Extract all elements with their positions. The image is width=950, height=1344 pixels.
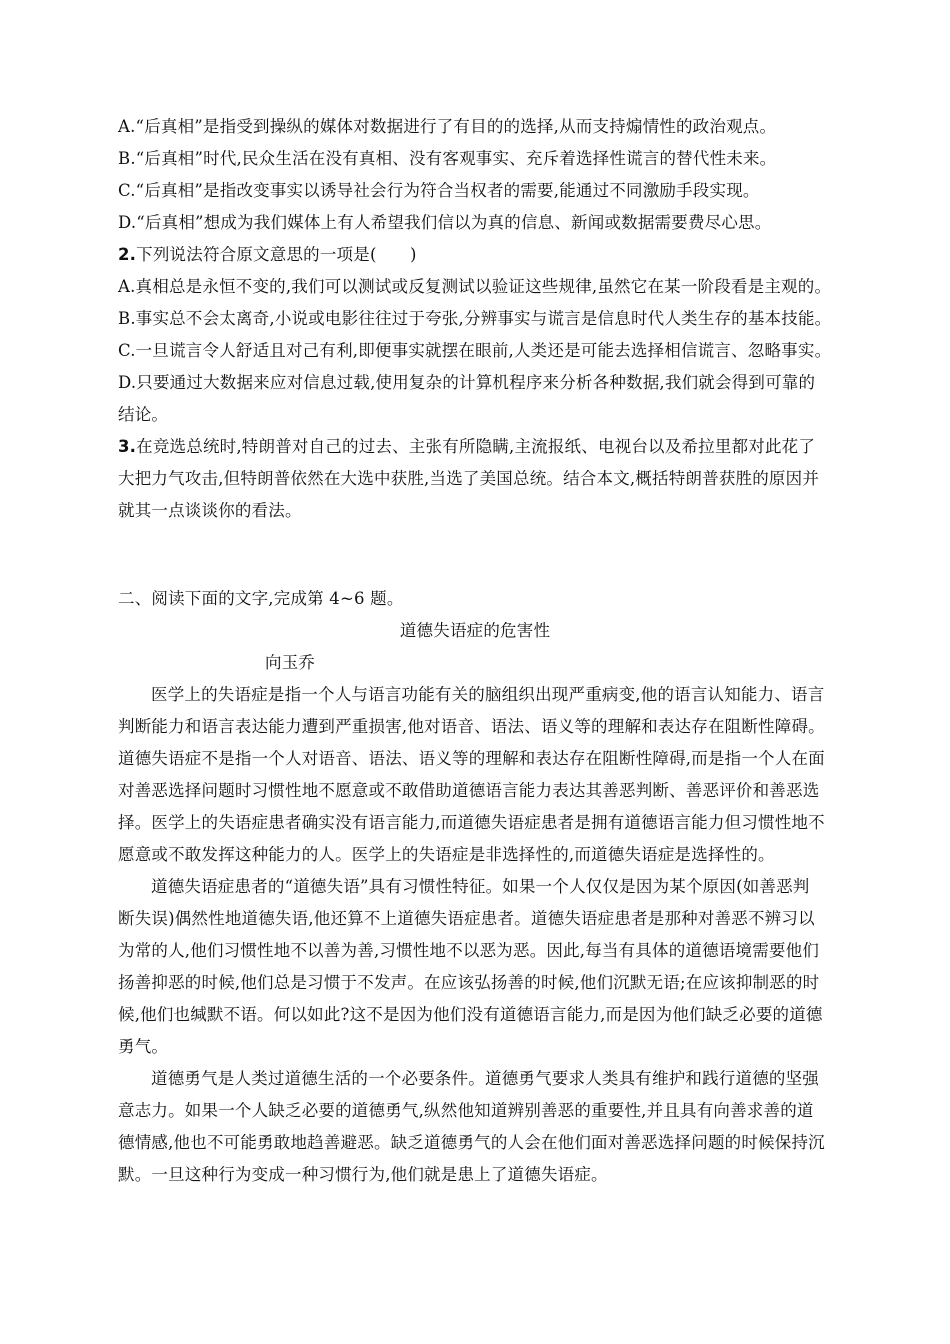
- q3-text-1: 在竞选总统时,特朗普对自己的过去、主张有所隐瞒,主流报纸、电视台以及希拉里都对此花了: [136, 437, 816, 456]
- q3-number: 3.: [118, 437, 137, 456]
- p2-line-3: 为常的人,他们习惯性地不以善为善,习惯性地不以恶为恶。因此,每当有具体的道德语境需要他们: [118, 941, 820, 960]
- q1-option-a: A.“后真相”是指受到操纵的媒体对数据进行了有目的的选择,从而支持煽情性的政治观点。: [118, 117, 777, 136]
- p1-line-5: 择。医学上的失语症患者确实没有语言能力,而道德失语症患者是拥有道德语言能力但习惯性地不: [118, 813, 825, 832]
- p3-line-1: 道德勇气是人类过道德生活的一个必要条件。道德勇气要求人类具有维护和践行道德的坚强: [151, 1069, 819, 1088]
- q2-option-c: C.一旦谎言令人舒适且对己有利,即便事实就摆在眼前,人类还是可能去选择相信谎言、忽略事实。: [118, 341, 832, 360]
- q3-line-3: 就其一点谈谈你的看法。: [118, 501, 302, 520]
- p3-line-2: 意志力。如果一个人缺乏必要的道德勇气,纵然他知道辨别善恶的重要性,并且具有向善求善的道: [118, 1101, 814, 1120]
- p1-line-4: 对善恶选择问题时习惯性地不愿意或不敢借助道德语言能力表达其善恶判断、善恶评价和善恶选: [118, 781, 820, 800]
- p1-line-1: 医学上的失语症是指一个人与语言功能有关的脑组织出现严重病变,他的语言认知能力、语言: [151, 685, 825, 704]
- q2-option-d-cont: 结论。: [118, 405, 169, 424]
- section-heading: 二、阅读下面的文字,完成第 4~6 题。: [118, 589, 404, 608]
- article-title: 道德失语症的危害性: [399, 621, 551, 640]
- q2-number: 2.: [118, 245, 137, 264]
- p2-line-4: 扬善抑恶的时候,他们总是习惯于不发声。在应该弘扬善的时候,他们沉默无语;在应该抑制恶的时: [118, 973, 820, 992]
- q3-line-1: [118, 435, 832, 459]
- p1-line-3: 道德失语症不是指一个人对语音、语法、语义等的理解和表达存在阻断性障碍,而是指一个人在面: [118, 749, 825, 768]
- q1-option-c: C.“后真相”是指改变事实以诱导社会行为符合当权者的需要,能通过不同激励手段实现。: [118, 181, 760, 200]
- p2-line-5: 候,他们也缄默不语。何以如此?这不是因为他们没有道德语言能力,而是因为他们缺乏必要的道德: [118, 1005, 823, 1024]
- p1-line-6: 愿意或不敢发挥这种能力的人。医学上的失语症是非选择性的,而道德失语症是选择性的。: [118, 845, 775, 864]
- p2-line-1: 道德失语症患者的“道德失语”具有习惯性特征。如果一个人仅仅是因为某个原因(如善恶判: [151, 877, 810, 896]
- q2-stem-text: 下列说法符合原文意思的一项是( ): [136, 245, 417, 264]
- p3-line-4: 默。一旦这种行为变成一种习惯行为,他们就是患上了道德失语症。: [118, 1165, 608, 1184]
- p3-line-3: 德情感,他也不可能勇敢地趋善避恶。缺乏道德勇气的人会在他们面对善恶选择问题的时候保持沉: [118, 1133, 825, 1152]
- p2-line-2: 断失误)偶然性地道德失语,他还算不上道德失语症患者。道德失语症患者是那种对善恶不辨习以: [118, 909, 815, 928]
- q1-option-d: D.“后真相”想成为我们媒体上有人希望我们信以为真的信息、新闻或数据需要费尽心思。: [118, 213, 772, 232]
- p2-line-6: 勇气。: [118, 1037, 169, 1056]
- q3-line-2: 大把力气攻击,但特朗普依然在大选中获胜,当选了美国总统。结合本文,概括特朗普获胜的原因并: [118, 469, 820, 488]
- q2-option-b: B.事实总不会太离奇,小说或电影往往过于夸张,分辨事实与谎言是信息时代人类生存的基本技能。: [118, 309, 832, 328]
- article-author: 向玉乔: [265, 653, 316, 672]
- q2-stem: [118, 243, 832, 267]
- q2-option-a: A.真相总是永恒不变的,我们可以测试或反复测试以验证这些规律,虽然它在某一阶段看是主观的。: [118, 277, 832, 296]
- p1-line-2: 判断能力和语言表达能力遭到严重损害,他对语音、语法、语义等的理解和表达存在阻断性障碍。: [118, 717, 825, 736]
- q2-option-d: D.只要通过大数据来应对信息过载,使用复杂的计算机程序来分析各种数据,我们就会得到可靠的: [118, 373, 816, 392]
- q1-option-b: B.“后真相”时代,民众生活在没有真相、没有客观事实、充斥着选择性谎言的替代性未来。: [118, 149, 777, 168]
